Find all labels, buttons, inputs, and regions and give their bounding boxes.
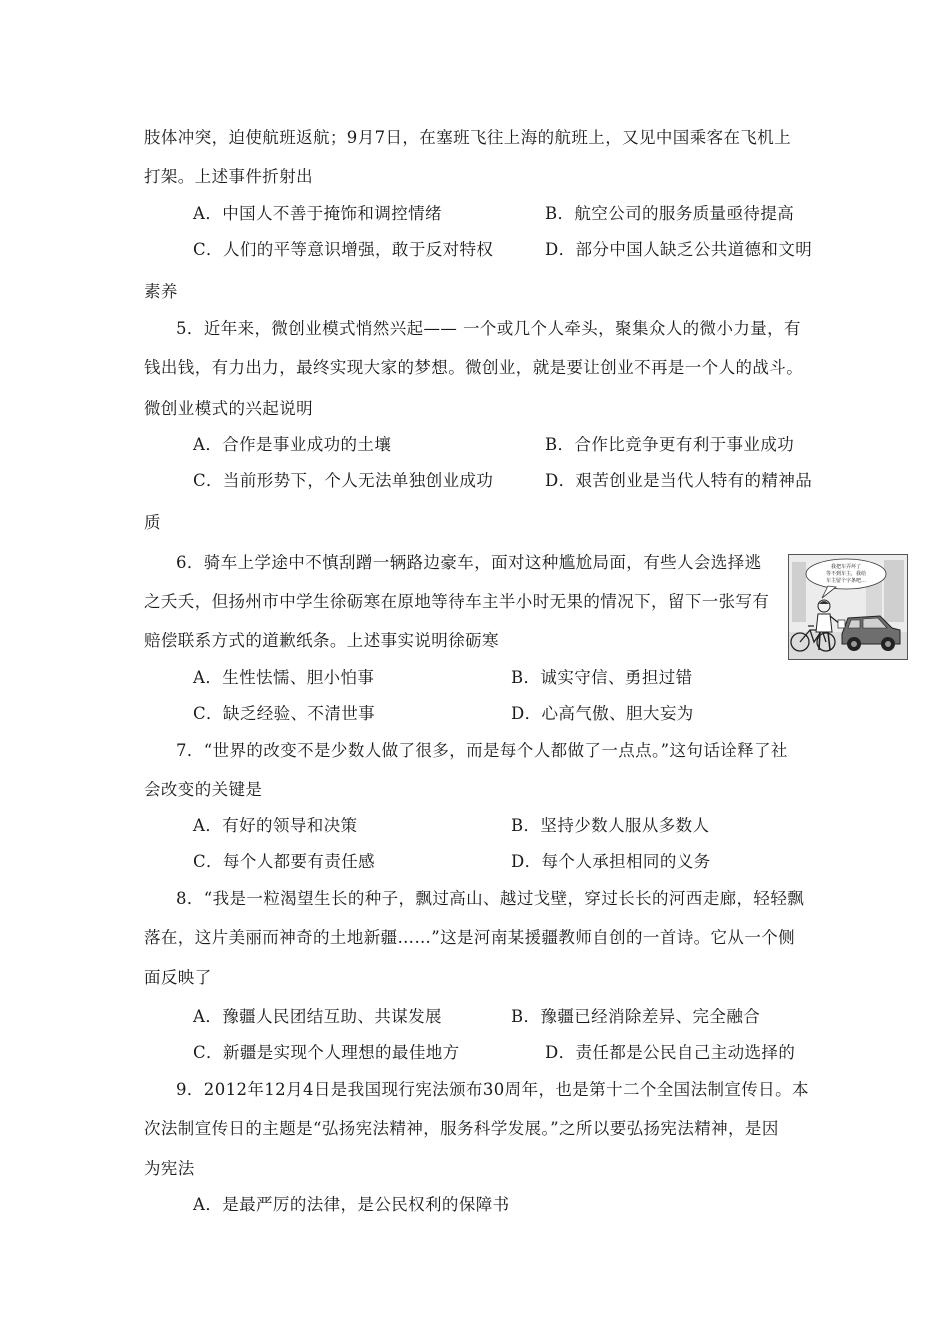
q7-option-a: A．有好的领导和决策 — [193, 816, 358, 835]
q9-option-a: A．是最严厉的法律，是公民权利的保障书 — [193, 1195, 510, 1214]
q8-option-a: A．豫疆人民团结互助、共谋发展 — [193, 1007, 442, 1026]
q5-option-d: D．艰苦创业是当代人特有的精神品 — [545, 471, 813, 490]
q8-stem-line: 落在，这片美丽而神奇的土地新疆……”这是河南某援疆教师自创的一首诗。它从一个侧 — [144, 928, 796, 947]
q4-option-c: C．人们的平等意识增强，敢于反对特权 — [193, 240, 494, 259]
q7-option-b: B．坚持少数人服从多数人 — [511, 816, 710, 835]
q4-option-d-continued: 素养 — [144, 282, 178, 301]
q4-stem-line: 打架。上述事件折射出 — [144, 167, 313, 186]
q6-stem-line: 6．骑车上学途中不慎刮蹭一辆路边豪车，面对这种尴尬局面，有些人会选择逃 — [176, 553, 762, 572]
q7-stem-line: 会改变的关键是 — [144, 780, 263, 799]
cartoon-illustration — [788, 554, 908, 660]
q6-option-d: D．心高气傲、胆大妄为 — [511, 704, 694, 723]
q6-option-c: C．缺乏经验、不清世事 — [193, 704, 376, 723]
q4-option-a: A．中国人不善于掩饰和调控情绪 — [193, 204, 442, 223]
q8-option-c: C．新疆是实现个人理想的最佳地方 — [193, 1043, 460, 1062]
q5-stem-line: 5．近年来，微创业模式悄然兴起—— 一个或几个人牵头，聚集众人的微小力量，有 — [176, 319, 801, 338]
q5-stem-line: 微创业模式的兴起说明 — [144, 399, 313, 418]
q4-option-d: D．部分中国人缺乏公共道德和文明 — [545, 240, 813, 259]
q5-option-a: A．合作是事业成功的土壤 — [193, 435, 392, 454]
q5-option-d-continued: 质 — [144, 513, 161, 532]
cartoon-bubble-text: 我把车弄坏了 — [830, 564, 862, 570]
q9-stem-line: 次法制宣传日的主题是“弘扬宪法精神，服务科学发展。”之所以要弘扬宪法精神，是因 — [144, 1119, 779, 1138]
q4-option-b: B．航空公司的服务质量亟待提高 — [545, 204, 795, 223]
q7-option-c: C．每个人都要有责任感 — [193, 852, 376, 871]
q6-stem-line: 之夭夭，但扬州市中学生徐砺寒在原地等待车主半小时无果的情况下，留下一张写有 — [144, 592, 770, 611]
q9-stem-line: 9．2012年12月4日是我国现行宪法颁布30周年，也是第十二个全国法制宣传日。本 — [176, 1080, 809, 1099]
q8-stem-line: 面反映了 — [144, 968, 212, 987]
q4-stem-line: 肢体冲突，迫使航班返航；9月7日，在塞班飞往上海的航班上，又见中国乘客在飞机上 — [144, 128, 792, 147]
q6-option-b: B．诚实守信、勇担过错 — [511, 668, 693, 687]
q7-stem-line: 7．“世界的改变不是少数人做了很多，而是每个人都做了一点点。”这句话诠释了社 — [176, 741, 788, 760]
q8-option-d: D．责任都是公民自己主动选择的 — [545, 1043, 796, 1062]
q5-option-b: B．合作比竞争更有利于事业成功 — [545, 435, 795, 454]
q9-stem-line: 为宪法 — [144, 1159, 195, 1178]
q6-option-a: A．生性怯懦、胆小怕事 — [193, 668, 375, 687]
q6-stem-line: 赔偿联系方式的道歉纸条。上述事实说明徐砺寒 — [144, 631, 499, 650]
q8-option-b: B．豫疆已经消除差异、完全融合 — [511, 1007, 761, 1026]
q7-option-d: D．每个人承担相同的义务 — [511, 852, 711, 871]
cartoon-bubble-text: 等不到车主，我给 — [825, 571, 867, 577]
q8-stem-line: 8．“我是一粒渴望生长的种子，飘过高山、越过戈壁，穿过长长的河西走廊，轻轻飘 — [176, 889, 805, 908]
q5-stem-line: 钱出钱，有力出力，最终实现大家的梦想。微创业，就是要让创业不再是一个人的战斗。 — [144, 358, 804, 377]
cartoon-bubble-text: 车主留个字条吧… — [825, 578, 867, 584]
q5-option-c: C．当前形势下，个人无法单独创业成功 — [193, 471, 494, 490]
